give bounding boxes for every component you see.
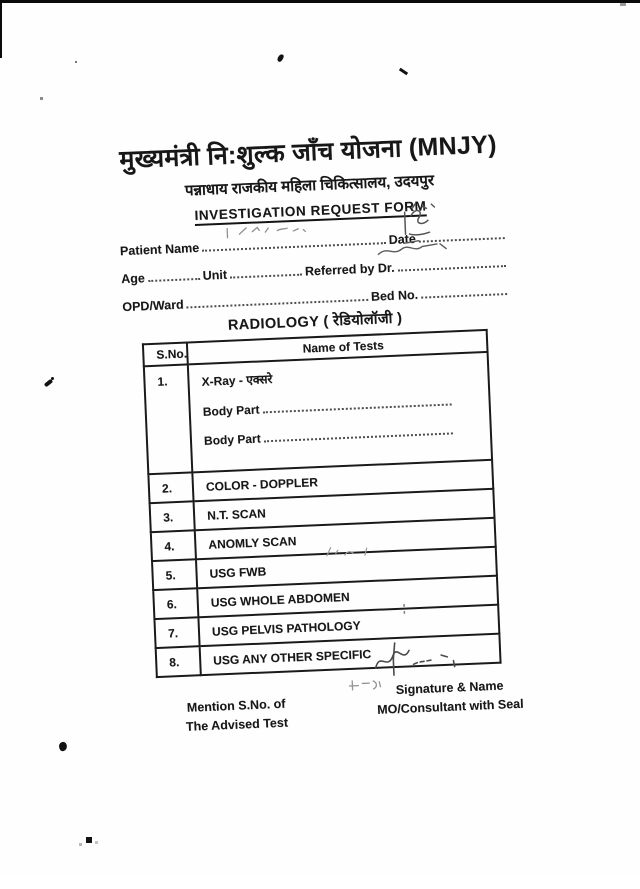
section-title-radiology: RADIOLOGY ( रेडियोलॉजी ) [227, 310, 403, 334]
age-label: Age [120, 271, 146, 287]
signature-label-line2: MO/Consultant with Seal [376, 696, 524, 717]
sno-cell: 5. [152, 559, 197, 590]
body-part-field [262, 394, 452, 413]
test-name-cell: N.T. SCAN [194, 489, 495, 531]
test-name-cell: USG PELVIS PATHOLOGY [198, 605, 499, 647]
bed-no-label: Bed No. [370, 287, 419, 304]
unit-field [230, 264, 302, 279]
body-part-line [203, 394, 455, 419]
tests-table [142, 329, 502, 678]
body-part-field [263, 423, 453, 442]
patient-name-label: Patient Name [119, 240, 200, 259]
signature-label-line1: Signature & Name [395, 678, 504, 698]
body-part-label: Body Part [203, 431, 261, 448]
handwriting-colon-mark [401, 602, 410, 616]
handwriting-stamp-mark [346, 676, 385, 696]
hospital-name: पन्नाधाय राजकीय महिला चिकित्सालय, उदयपुर [184, 172, 435, 200]
age-row [121, 253, 509, 286]
test-name-cell: USG WHOLE ABDOMEN [197, 576, 498, 618]
sno-cell: 7. [154, 617, 199, 648]
unit-label: Unit [202, 267, 228, 283]
test-name-cell: COLOR - DOPPLER [192, 460, 493, 502]
footer-note [161, 694, 312, 738]
age-field [147, 268, 199, 282]
test-name-cell: USG FWB [196, 547, 497, 589]
opd-ward-field [186, 289, 368, 309]
sno-cell: 1. [144, 364, 192, 474]
scheme-title: मुख्यमंत्री नि:शुल्क जाँच योजना (MNJY) [118, 130, 498, 175]
bed-no-field [421, 283, 507, 299]
sno-cell: 8. [156, 646, 201, 677]
sno-header: S.No. [143, 342, 188, 366]
sno-cell: 4. [151, 530, 196, 561]
body-part-label: Body Part [202, 402, 260, 419]
sno-cell: 3. [150, 501, 195, 532]
test-name-cell: USG ANY OTHER SPECIFIC [200, 634, 501, 676]
opd-ward-label: OPD/Ward [122, 297, 184, 315]
test-name-cell: ANOMLY SCAN [195, 518, 496, 560]
name-of-tests-header: Name of Tests [187, 330, 488, 365]
form-title-text: INVESTIGATION REQUEST FORM [194, 198, 427, 226]
test-name-cell [188, 352, 492, 472]
sno-cell: 2. [148, 472, 193, 503]
table-row [144, 352, 492, 474]
referred-by-label: Referred by Dr. [304, 260, 395, 279]
handwriting-referred-by [374, 237, 460, 261]
footer-note-line2: The Advised Test [185, 715, 289, 734]
footer-note-line1: Mention S.No. of [186, 696, 286, 715]
date-label: Date [388, 231, 417, 247]
body-part-line [204, 423, 456, 448]
handwriting-date [398, 200, 452, 240]
sno-cell: 6. [153, 588, 198, 619]
test-name: X-Ray - एक्सरे [201, 371, 273, 389]
handwriting-usg-fwb-mark [320, 542, 383, 561]
